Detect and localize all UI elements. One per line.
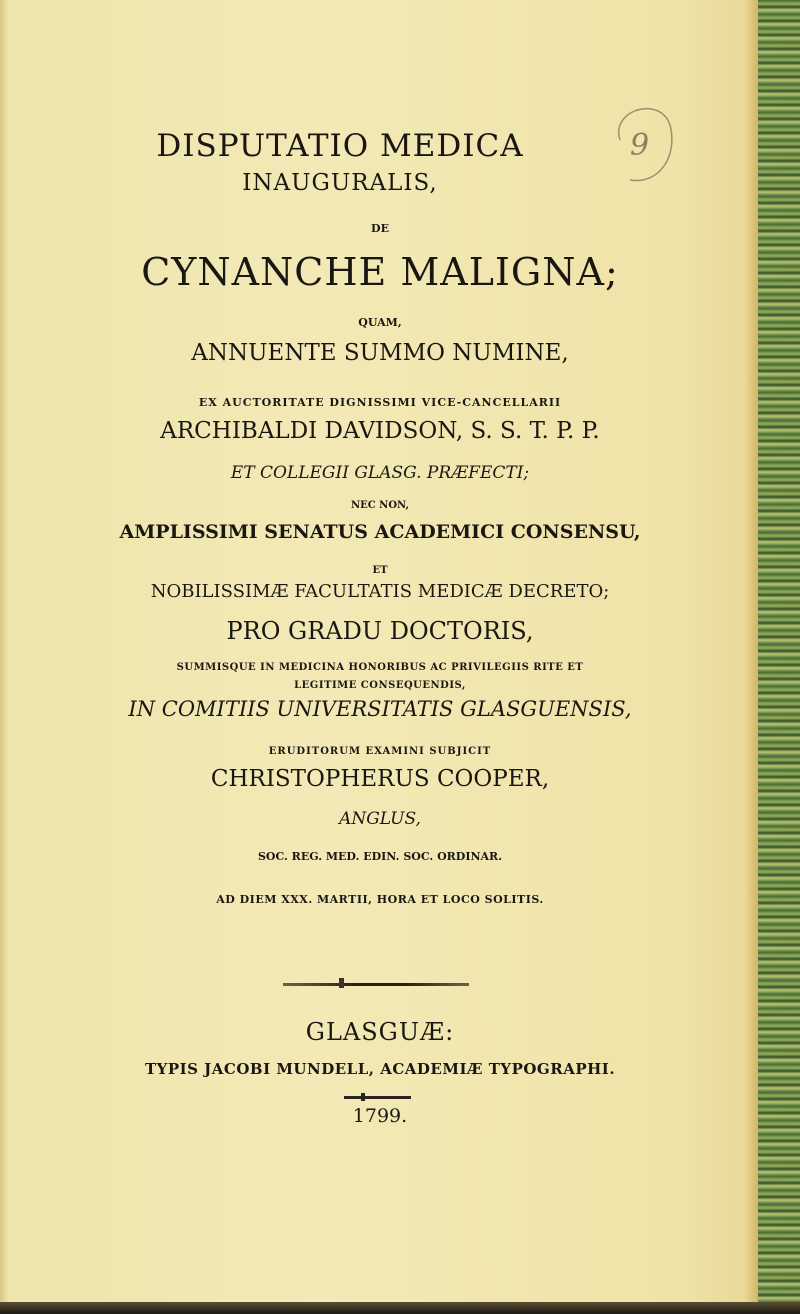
text-line: SUMMISQUE IN MEDICINA HONORIBUS AC PRIVILEGIIS RITE ET <box>176 662 584 673</box>
imprint-place: GLASGUÆ: <box>305 1018 455 1046</box>
page-bottom-edge <box>0 1302 800 1314</box>
main-title: DISPUTATIO MEDICA <box>156 128 524 164</box>
examination-date: AD DIEM XXX. MARTII, HORA ET LOCO SOLITIS. <box>216 893 544 906</box>
text-line: NOBILISSIMÆ FACULTATIS MEDICÆ DECRETO; <box>150 581 610 602</box>
text-line: ET <box>372 565 388 576</box>
text-line: ET COLLEGII GLASG. PRÆFECTI; <box>230 463 530 483</box>
author-name: CHRISTOPHERUS COOPER, <box>210 766 550 792</box>
text-line: ANNUENTE SUMMO NUMINE, <box>191 340 569 366</box>
author-nationality: ANGLUS, <box>339 809 421 829</box>
university-line: IN COMITIIS UNIVERSITATIS GLASGUENSIS, <box>128 697 632 721</box>
thesis-topic: CYNANCHE MALIGNA; <box>141 250 619 294</box>
short-rule-mark <box>361 1093 365 1101</box>
ornamental-rule-mark <box>339 978 344 988</box>
text-line: ERUDITORUM EXAMINI SUBJICIT <box>268 746 492 757</box>
handwritten-mark-number: 9 <box>630 128 650 163</box>
text-line: AMPLISSIMI SENATUS ACADEMICI CONSENSU, <box>119 521 641 543</box>
preposition: DE <box>371 222 389 235</box>
author-society: SOC. REG. MED. EDIN. SOC. ORDINAR. <box>257 850 503 863</box>
text-line: EX AUCTORITATE DIGNISSIMI VICE-CANCELLARII <box>198 396 562 409</box>
text-line: NEC NON, <box>350 500 410 511</box>
degree-line: PRO GRADU DOCTORIS, <box>226 617 534 645</box>
ornamental-rule <box>283 983 469 986</box>
short-rule <box>344 1096 411 1099</box>
text-line: QUAM, <box>358 316 402 329</box>
vice-chancellor-name: ARCHIBALDI DAVIDSON, S. S. T. P. P. <box>160 418 600 444</box>
book-binding <box>758 0 800 1314</box>
text-line: LEGITIME CONSEQUENDIS, <box>294 680 466 691</box>
imprint-year: 1799. <box>352 1105 408 1127</box>
imprint-printer: TYPIS JACOBI MUNDELL, ACADEMIÆ TYPOGRAPHI. <box>144 1060 616 1078</box>
subtitle: INAUGURALIS, <box>242 170 438 196</box>
